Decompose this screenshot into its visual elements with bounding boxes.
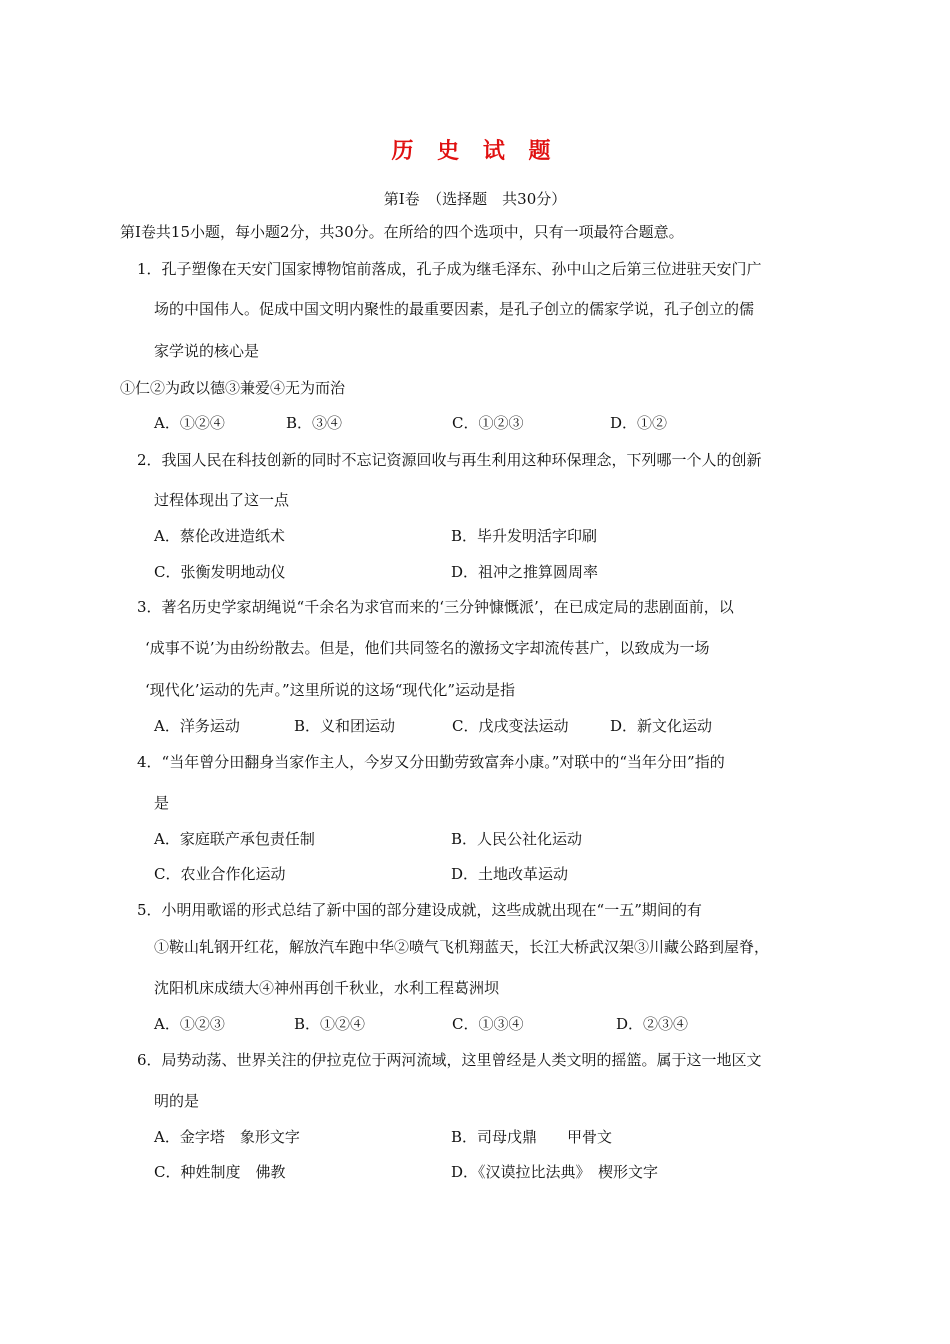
question-1-line-2: 场的中国伟人。促成中国文明内聚性的最重要因素，是孔子创立的儒家学说，孔子创立的儒 (154, 300, 755, 318)
question-5-line-1: 5．小明用歌谣的形式总结了新中国的部分建设成就，这些成就出现在“一五”期间的有 (137, 901, 702, 919)
question-2-options-row-2 (154, 561, 854, 583)
option-b[interactable]: B．①②④ (294, 1015, 366, 1033)
option-c[interactable]: C．①③④ (452, 1015, 524, 1033)
question-5-line-3: 沈阳机床成绩大④神州再创千秋业，水利工程葛洲坝 (154, 979, 500, 997)
option-c[interactable]: C．张衡发明地动仪 (154, 563, 286, 581)
question-6-options-row-1 (154, 1126, 854, 1148)
option-d[interactable]: D．②③④ (616, 1015, 689, 1033)
question-6-line-2: 明的是 (154, 1092, 200, 1110)
question-1-line-1: 1．孔子塑像在天安门国家博物馆前落成，孔子成为继毛泽东、孙中山之后第三位进驻天安门广 (137, 260, 762, 278)
option-d[interactable]: D．土地改革运动 (451, 865, 569, 883)
option-a[interactable]: A．洋务运动 (154, 717, 240, 735)
question-1-stem: ①仁②为政以德③兼爱④无为而治 (120, 379, 346, 397)
option-a[interactable]: A．①②④ (154, 414, 225, 432)
instructions: 第Ⅰ卷共15小题，每小题2分，共30分。在所给的四个选项中，只有一项最符合题意。 (120, 223, 684, 241)
option-b[interactable]: B．人民公社化运动 (451, 830, 583, 848)
option-b[interactable]: B．③④ (286, 414, 343, 432)
question-4-options-row-1 (154, 828, 854, 850)
question-2-line-2: 过程体现出了这一点 (154, 491, 290, 509)
option-d[interactable]: D．①② (610, 414, 668, 432)
option-d[interactable]: D．祖冲之推算圆周率 (451, 563, 599, 581)
option-b[interactable]: B．毕升发明活字印刷 (451, 527, 598, 545)
question-5-line-2: ①鞍山轧钢开红花，解放汽车跑中华②喷气飞机翔蓝天，长江大桥武汉架③川藏公路到屋脊， (154, 938, 770, 956)
option-b[interactable]: B．司母戊鼎 甲骨文 (451, 1128, 613, 1146)
section-header: 第Ⅰ卷 （选择题 共30分） (383, 190, 567, 208)
option-a[interactable]: A．①②③ (154, 1015, 225, 1033)
question-4-line-1: 4．“当年曾分田翻身当家作主人，今岁又分田勤劳致富奔小康。”对联中的“当年分田”指的 (137, 753, 725, 771)
question-3-line-3: ‘现代化’运动的先声。”这里所说的这场“现代化”运动是指 (145, 681, 516, 699)
option-c[interactable]: C．农业合作化运动 (154, 865, 286, 883)
page-title: 历 史 试 题 (391, 139, 559, 164)
question-2-line-1: 2．我国人民在科技创新的同时不忘记资源回收与再生利用这种环保理念，下列哪一个人的创新 (137, 451, 762, 469)
option-a[interactable]: A．蔡伦改进造纸术 (154, 527, 285, 545)
question-2-options-row-1 (154, 525, 854, 547)
question-5-options (154, 1013, 854, 1035)
option-b[interactable]: B．义和团运动 (294, 717, 396, 735)
option-a[interactable]: A．家庭联产承包责任制 (154, 830, 315, 848)
question-4-options-row-2 (154, 863, 854, 885)
question-1-line-3: 家学说的核心是 (154, 342, 260, 360)
question-6-options-row-2 (154, 1161, 854, 1183)
question-3-options (154, 715, 854, 737)
option-c[interactable]: C．种姓制度 佛教 (154, 1163, 286, 1181)
question-3-line-1: 3．著名历史学家胡绳说“千余名为求官而来的‘三分钟慷慨派’，在已成定局的悲剧面前，以 (137, 598, 734, 616)
question-6-line-1: 6．局势动荡、世界关注的伊拉克位于两河流域，这里曾经是人类文明的摇篮。属于这一地区文 (137, 1051, 762, 1069)
question-1-options (154, 412, 854, 434)
question-4-line-2: 是 (154, 794, 170, 812)
option-a[interactable]: A．金字塔 象形文字 (154, 1128, 300, 1146)
option-c[interactable]: C．①②③ (452, 414, 524, 432)
option-d[interactable]: D．《汉谟拉比法典》 楔形文字 (451, 1163, 659, 1181)
option-c[interactable]: C．戊戌变法运动 (452, 717, 569, 735)
option-d[interactable]: D．新文化运动 (610, 717, 713, 735)
question-3-line-2: ‘成事不说’为由纷纷散去。但是，他们共同签名的激扬文字却流传甚广，以致成为一场 (145, 639, 710, 657)
